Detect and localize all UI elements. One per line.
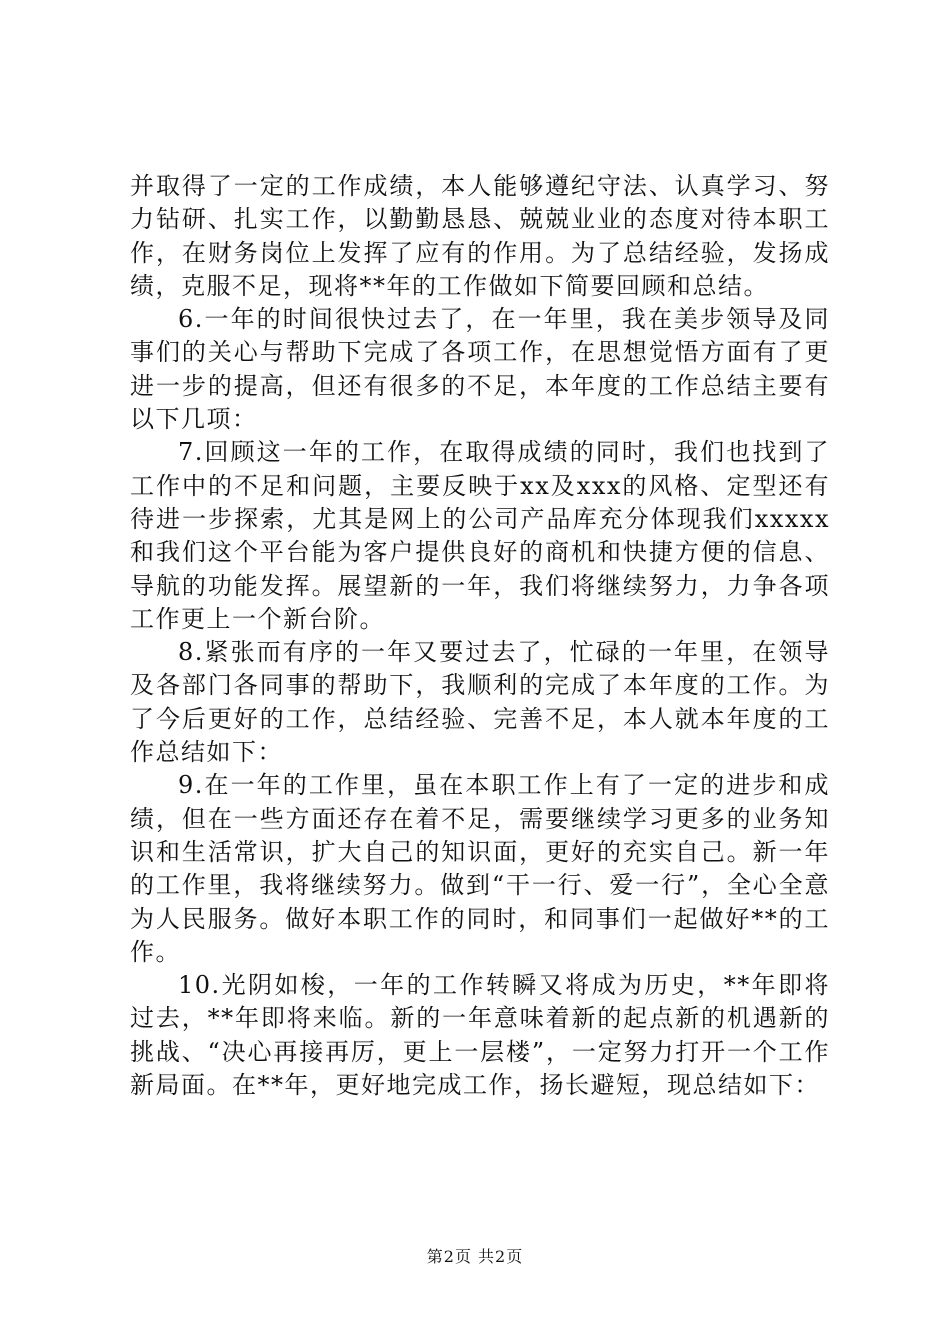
paragraph-continuation: 并取得了一定的工作成绩，本人能够遵纪守法、认真学习、努力钻研、扎实工作，以勤勤恳恳、兢兢业业的态度对待本职工作，在财务岗位上发挥了应有的作用。为了总结经验，发扬成绩，克服不足，现将**年的工作做如下简要回顾和总结。: [130, 172, 830, 300]
document-body: [130, 170, 830, 1102]
paragraph-item-6: 6.一年的时间很快过去了，在一年里，我在美步领导及同事们的关心与帮助下完成了各项工作，在思想觉悟方面有了更进一步的提高，但还有很多的不足，本年度的工作总结主要有以下几项：: [130, 305, 830, 434]
paragraph-item-10: 10.光阴如梭，一年的工作转瞬又将成为历史，**年即将过去，**年即将来临。新的一年意味着新的起点新的机遇新的挑战、“决心再接再厉，更上一层楼”，一定努力打开一个工作新局面。在**年，更好地完成工作，扬长避短，现总结如下：: [130, 971, 830, 1100]
paragraph-item-9: 9.在一年的工作里，虽在本职工作上有了一定的进步和成绩，但在一些方面还存在着不足，需要继续学习更多的业务知识和生活常识，扩大自己的知识面，更好的充实自己。新一年的工作里，我将继续努力。做到“干一行、爱一行”，全心全意为人民服务。做好本职工作的同时，和同事们一起做好**的工作。: [130, 771, 830, 966]
page-footer: 第2页 共2页: [426, 1247, 524, 1266]
paragraph-item-8: 8.紧张而有序的一年又要过去了，忙碌的一年里，在领导及各部门各同事的帮助下，我顺利的完成了本年度的工作。为了今后更好的工作，总结经验、完善不足，本人就本年度的工作总结如下：: [130, 638, 830, 767]
paragraph-item-7: 7.回顾这一年的工作，在取得成绩的同时，我们也找到了工作中的不足和问题，主要反映于xx及xxx的风格、定型还有待进一步探索，尤其是网上的公司产品库充分体现我们xxxxx和我们这个平台能为客户提供良好的商机和快捷方便的信息、导航的功能发挥。展望新的一年，我们将继续努力，力争各项工作更上一个新台阶。: [130, 438, 830, 633]
